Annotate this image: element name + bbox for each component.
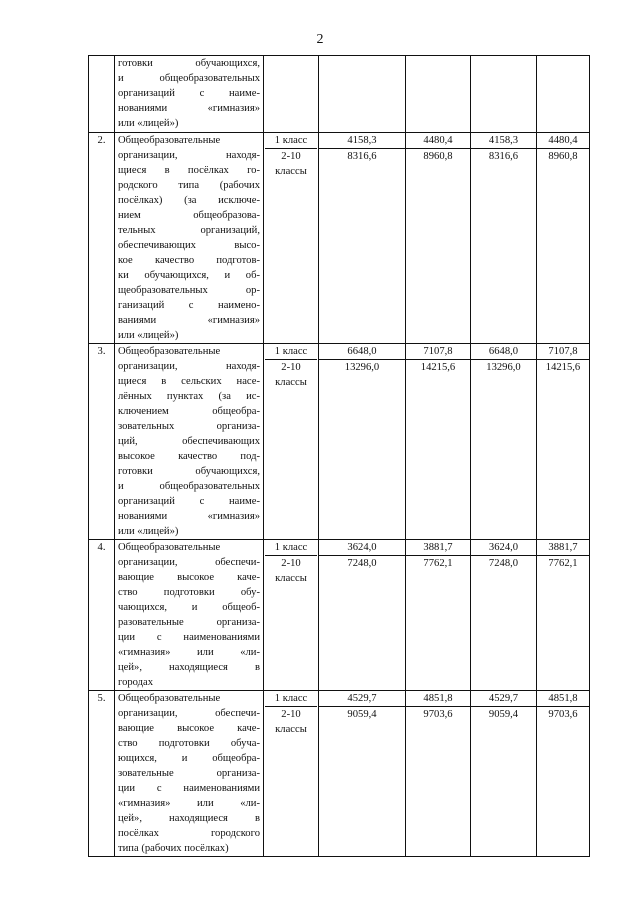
value-text: 8960,8 <box>423 151 453 162</box>
value-text: 3624,0 <box>471 540 536 556</box>
value-cell <box>471 344 537 540</box>
value-cell <box>471 133 537 344</box>
value-cell <box>406 133 471 344</box>
value-text: 14215,6 <box>545 362 581 373</box>
description-cell <box>115 56 264 133</box>
description-line: посёлках городского <box>118 828 260 839</box>
value-cell <box>471 540 537 691</box>
description-line: ций, обеспечивающих <box>118 436 260 447</box>
description-line: ющихся, и общеобра- <box>118 753 260 764</box>
description-line: Общеобразовательные <box>118 135 221 146</box>
value-text: 7762,1 <box>423 558 453 569</box>
description-line: Общеобразовательные <box>118 346 221 357</box>
value-text: 4480,4 <box>406 133 470 149</box>
description-line: лённых пунктах (за ис- <box>118 391 260 402</box>
class-cell <box>264 344 319 540</box>
value-cell <box>319 540 406 691</box>
value-text: 7248,0 <box>347 558 377 569</box>
value-cell <box>319 344 406 540</box>
description-line: ции с наименованиями <box>118 632 260 643</box>
description-line: организации, находя- <box>118 150 260 161</box>
description-line: чающихся, и общеоб- <box>118 602 260 613</box>
description-line: ганизаций с наимено- <box>118 300 260 311</box>
value-text: 14215,6 <box>420 362 456 373</box>
value-text: 4851,8 <box>537 691 589 707</box>
class-label: 2-10 <box>281 709 301 720</box>
value-text: 8316,6 <box>347 151 377 162</box>
class-label: 1 класс <box>265 133 317 149</box>
description-cell <box>115 344 264 540</box>
value-text: 3881,7 <box>406 540 470 556</box>
value-text: 4480,4 <box>537 133 589 149</box>
description-line: ции с наименованиями <box>118 783 260 794</box>
value-cell <box>537 344 590 540</box>
description-line: организации, обеспечи- <box>118 708 260 719</box>
row-number: 2. <box>89 133 115 344</box>
class-label: 1 класс <box>265 691 317 707</box>
description-line: или «лицей») <box>118 330 179 341</box>
description-line: «гимназия» или «ли- <box>118 798 260 809</box>
description-line: и общеобразовательных <box>118 73 260 84</box>
description-line: ваниями «гимназия» <box>118 315 260 326</box>
row-number-cell <box>89 56 115 133</box>
value-text: 4158,3 <box>319 133 405 149</box>
value-text: 9059,4 <box>347 709 377 720</box>
tariff-table <box>88 55 590 857</box>
description-line: «гимназия» или «ли- <box>118 647 260 658</box>
class-label: классы <box>275 166 307 177</box>
description-line: родского типа (рабочих <box>118 180 260 191</box>
description-line: организаций с наиме- <box>118 496 260 507</box>
description-line: ство подготовки обуча- <box>118 738 260 749</box>
description-line: нованиями «гимназия» <box>118 103 260 114</box>
value-text: 4529,7 <box>471 691 536 707</box>
description-line: нованиями «гимназия» <box>118 511 260 522</box>
description-line: организации, обеспечи- <box>118 557 260 568</box>
value-text: 8316,6 <box>488 151 519 162</box>
description-line: кое качество подготов- <box>118 255 260 266</box>
class-cell <box>264 540 319 691</box>
value-text: 3881,7 <box>537 540 589 556</box>
description-cell <box>115 540 264 691</box>
description-line: высокое качество под- <box>118 451 260 462</box>
value-text: 6648,0 <box>471 344 536 360</box>
description-line: Общеобразовательные <box>118 693 221 704</box>
description-line: вающие высокое каче- <box>118 723 260 734</box>
description-line: организаций с наиме- <box>118 88 260 99</box>
class-label: 2-10 <box>281 151 301 162</box>
description-line: зовательных организа- <box>118 421 260 432</box>
description-line: городах <box>118 677 154 688</box>
value-text: 9703,6 <box>548 709 578 720</box>
description-line: зовательные организа- <box>118 768 260 779</box>
value-text: 7248,0 <box>488 558 519 569</box>
table-row <box>89 691 590 857</box>
value-text: 8960,8 <box>548 151 578 162</box>
value-text: 4851,8 <box>406 691 470 707</box>
description-line: вающие высокое каче- <box>118 572 260 583</box>
value-cell <box>319 133 406 344</box>
description-cell <box>115 691 264 857</box>
value-cell <box>537 133 590 344</box>
row-number: 3. <box>89 344 115 540</box>
value-cell <box>406 344 471 540</box>
value-text: 6648,0 <box>319 344 405 360</box>
value-text: 7107,8 <box>406 344 470 360</box>
description-line: и общеобразовательных <box>118 481 260 492</box>
continuation-row <box>89 56 590 133</box>
value-text: 9703,6 <box>423 709 453 720</box>
class-label: 2-10 <box>281 558 301 569</box>
table-row <box>89 540 590 691</box>
value-text: 4158,3 <box>471 133 536 149</box>
description-line: ство подготовки обу- <box>118 587 260 598</box>
description-line: организации, находя- <box>118 361 260 372</box>
row-number: 4. <box>89 540 115 691</box>
table-row <box>89 133 590 344</box>
row-number: 5. <box>89 691 115 857</box>
description-line: щеобразовательных ор- <box>118 285 260 296</box>
value-cell <box>319 691 406 857</box>
value-cell <box>319 56 406 133</box>
value-cell <box>471 691 537 857</box>
description-line: нием общеобразова- <box>118 210 260 221</box>
value-cell <box>537 56 590 133</box>
class-label: 1 класс <box>265 344 317 360</box>
description-line: обеспечивающих высо- <box>118 240 260 251</box>
value-cell <box>537 540 590 691</box>
description-line: разовательные организа- <box>118 617 260 628</box>
description-line: Общеобразовательные <box>118 542 221 553</box>
description-cell <box>115 133 264 344</box>
value-text: 3624,0 <box>319 540 405 556</box>
value-cell <box>406 691 471 857</box>
description-line: цей», находящиеся в <box>118 662 260 673</box>
description-line: ключением общеобра- <box>118 406 260 417</box>
value-text: 9059,4 <box>488 709 519 720</box>
description-line: готовки обучающихся, <box>118 466 260 477</box>
description-line: тельных организаций, <box>118 225 260 236</box>
description-line: готовки обучающихся, <box>118 58 260 69</box>
class-cell <box>264 133 319 344</box>
value-text: 4529,7 <box>319 691 405 707</box>
class-label: классы <box>275 377 307 388</box>
value-cell <box>406 56 471 133</box>
class-label: классы <box>275 724 307 735</box>
class-label: 2-10 <box>281 362 301 373</box>
class-label: классы <box>275 573 307 584</box>
value-cell <box>406 540 471 691</box>
description-line: щиеся в сельских насе- <box>118 376 260 387</box>
table-row <box>89 344 590 540</box>
value-cell <box>471 56 537 133</box>
class-cell <box>264 691 319 857</box>
value-cell <box>537 691 590 857</box>
description-line: посёлках) (за исключе- <box>118 195 260 206</box>
page-number: 2 <box>316 32 324 47</box>
value-text: 13296,0 <box>344 362 380 373</box>
description-line: или «лицей») <box>118 526 179 537</box>
class-label: 1 класс <box>265 540 317 556</box>
description-line: ки обучающихся, и об- <box>118 270 260 281</box>
class-cell <box>264 56 319 133</box>
description-line: или «лицей») <box>118 118 179 129</box>
description-line: щиеся в посёлках го- <box>118 165 260 176</box>
value-text: 7762,1 <box>548 558 578 569</box>
value-text: 7107,8 <box>537 344 589 360</box>
description-line: цей», находящиеся в <box>118 813 260 824</box>
description-line: типа (рабочих посёлках) <box>118 843 229 854</box>
value-text: 13296,0 <box>486 362 521 373</box>
